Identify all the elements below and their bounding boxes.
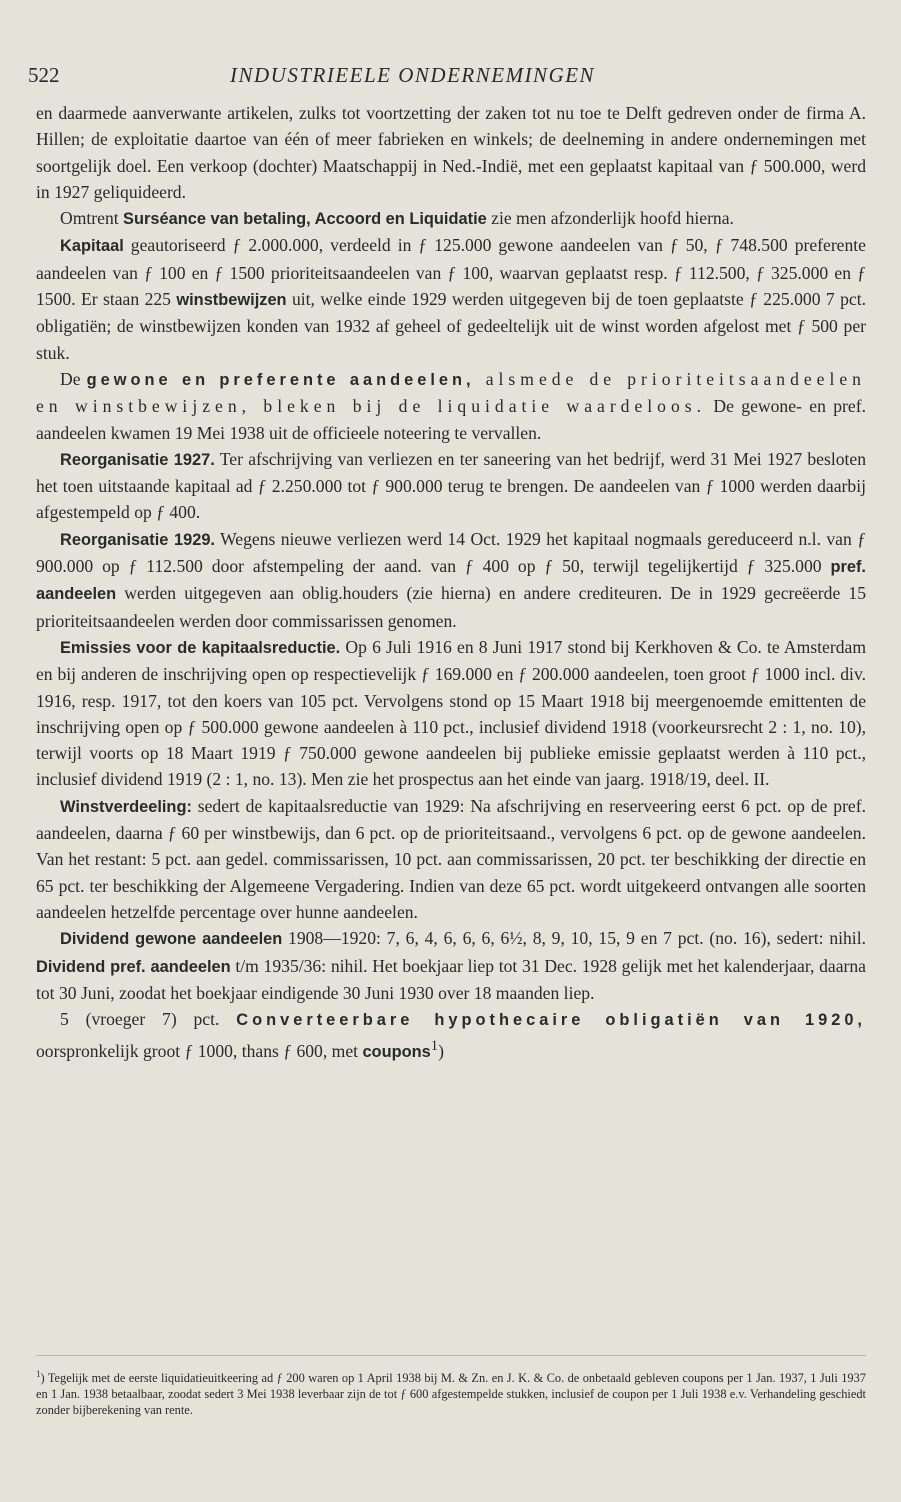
- footnote-ref: 1: [430, 1038, 439, 1055]
- page-number: 522: [28, 63, 60, 87]
- paragraph: [36, 526, 866, 634]
- paragraph: [36, 232, 866, 365]
- paragraph: [36, 446, 866, 526]
- paragraph-text: De: [60, 368, 87, 389]
- page-header: [28, 60, 873, 90]
- footnote-text: ) Tegelijk met de eerste liquidatieuitkeering ad ƒ 200 waren op 1 April 1938 bij M. & Zn. en J. K. & Co. de onbetaald gebleven coupons per 1 Jan. 1937, 1 Juli 1937 en 1 Jan. 1938 betaalbaar, zoodat sedert 3 Mei 1938 leverbaar zijn de tot ƒ 600 afgestempelde stukken, inclusief de coupon per 1 Juli 1938 e.v. Verhandeling geschiedt zonder bijberekening van rente.: [36, 1371, 866, 1418]
- spaced-bold-text: gewone en preferente aandeelen,: [86, 370, 475, 389]
- paragraph-text: 5 (vroeger 7) pct.: [60, 1009, 237, 1030]
- section-heading: Reorganisatie 1927.: [60, 450, 215, 469]
- section-heading: Surséance van betaling, Accoord en Liquidatie: [123, 210, 487, 229]
- paragraph-text: De gewone- en pref. aandeelen kwamen 19 Mei 1938 uit de officieele noteering te vervallen.: [36, 396, 866, 443]
- footnote-divider: [36, 1355, 866, 1356]
- paragraph: [36, 793, 866, 925]
- spaced-text: alsmede de prioriteitsaandeelen en winstbewijzen, bleken bij de liquidatie waardeloos.: [36, 368, 866, 417]
- paragraph-text: werden uitgegeven aan oblig.houders (zie hierna) en andere crediteuren. De in 1929 gecreëerde 15 prioriteitsaandeelen werden door commissarissen genomen.: [36, 583, 866, 631]
- section-heading: Emissies voor de kapitaalsreductie.: [60, 638, 341, 657]
- paragraph-text: Omtrent: [60, 208, 124, 229]
- paragraph: [36, 1006, 866, 1065]
- paragraph-text: Ter afschrijving van verliezen en ter saneering van het bedrijf, werd 31 Mei 1927 besloten het toen uitstaande kapitaal ad ƒ 2.250.000 tot ƒ 900.000 terug te brengen. De aandeelen van ƒ 1000 werden daarbij afgestempeld op ƒ 400.: [36, 448, 867, 523]
- paragraph-text: ): [438, 1041, 444, 1062]
- section-heading: Reorganisatie 1929.: [60, 530, 215, 549]
- body-text: [36, 100, 866, 1066]
- paragraph-text: 1908—1920: 7, 6, 4, 6, 6, 6, 6½, 8, 9, 10, 15, 9 en 7 pct. (no. 16), sedert: nihil.: [282, 928, 866, 949]
- paragraph: [36, 205, 866, 232]
- section-heading: Kapitaal: [60, 237, 124, 256]
- paragraph-text: zie men afzonderlijk hoofd hierna.: [486, 208, 734, 229]
- paragraph: [36, 366, 866, 446]
- paragraph-text: oorspronkelijk groot ƒ 1000, thans ƒ 600, met: [36, 1041, 363, 1062]
- paragraph: [36, 100, 866, 205]
- inline-bold: Dividend pref. aandeelen: [36, 957, 231, 976]
- spaced-bold-text: Converteerbare hypothecaire obligatiën van 1920,: [236, 1011, 866, 1030]
- inline-bold: winstbewijzen: [176, 291, 287, 310]
- paragraph-text: t/m 1935/36: nihil. Het boekjaar liep tot 31 Dec. 1928 gelijk met het kalenderjaar, daarna tot 30 Juni, zoodat het boekjaar eindigende 30 Juni 1930 over 18 maanden liep.: [36, 955, 866, 1003]
- inline-bold: coupons: [362, 1043, 431, 1062]
- running-title: INDUSTRIEELE ONDERNEMINGEN: [230, 63, 596, 87]
- paragraph-text: geautoriseerd ƒ 2.000.000, verdeeld in ƒ 125.000 gewone aandeelen van ƒ 50, ƒ 748.500 preferente aandeelen van ƒ 100 en ƒ 1500 prioriteitsaandeelen van ƒ 100, waarvan geplaatst resp. ƒ 112.500, ƒ 325.000 en ƒ 1500. Er staan 225: [36, 235, 866, 310]
- paragraph-text: en daarmede aanverwante artikelen, zulks tot voortzetting der zaken tot nu toe te Delft gedreven onder de firma A. Hillen; de exploitatie daartoe van één of meer fabrieken en winkels; de deelneming in andere ondernemingen met soortgelijk doel. Een verkoop (dochter) Maatschappij in Ned.-Indië, met een geplaatst kapitaal van ƒ 500.000, werd in 1927 geliquideerd.: [36, 103, 866, 202]
- footnote-marker: 1: [36, 1369, 41, 1379]
- paragraph: [36, 925, 866, 1006]
- paragraph-text: uit, welke einde 1929 werden uitgegeven bij de toen geplaatste ƒ 225.000 7 pct. obligatiën; de winstbewijzen konden van 1932 af geheel of gedeeltelijk uit de winst worden afgelost met ƒ 500 per stuk.: [36, 289, 866, 363]
- paragraph-text: Op 6 Juli 1916 en 8 Juni 1917 stond bij Kerkhoven & Co. te Amsterdam en bij anderen de inschrijving open op respectievelijk ƒ 169.000 en ƒ 200.000 aandeelen, toen groot ƒ 1000 incl. div. 1916, resp. 1917, tot den koers van 105 pct. Vervolgens stond op 15 Maart 1918 bij meergenoemde emittenten de inschrijving open op ƒ 500.000 gewone aandeelen à 110 pct., inclusief dividend 1918 (voorkeursrecht 2 : 1, no. 10), terwijl voorts op 18 Maart 1919 ƒ 750.000 gewone aandeelen bij publieke emissie geplaatst werden à 110 pct., inclusief dividend 1919 (2 : 1, no. 13). Men zie het prospectus aan het einde van jaarg. 1918/19, deel. II.: [36, 636, 867, 790]
- inline-bold: pref. aandeelen: [36, 558, 866, 604]
- paragraph-text: Wegens nieuwe verliezen werd 14 Oct. 1929 het kapitaal nogmaals gereduceerd n.l. van ƒ 900.000 op ƒ 112.500 door afstempeling der aand. van ƒ 400 op ƒ 50, terwijl tegelijkertijd ƒ 325.000: [36, 528, 866, 577]
- paragraph: [36, 634, 866, 793]
- section-heading: Dividend gewone aandeelen: [60, 930, 283, 949]
- section-heading: Winstverdeeling:: [60, 797, 192, 816]
- footnote: [36, 1366, 866, 1418]
- paragraph-text: sedert de kapitaalsreductie van 1929: Na afschrijving en reserveering eerst 6 pct. op de pref. aandeelen, daarna ƒ 60 per winstbewijs, dan 6 pct. op de prioriteitsaand., vervolgens 6 pct. op de gewone aandeelen. Van het restant: 5 pct. aan gedel. commissarissen, 10 pct. aan commissarissen, 20 pct. ter beschikking der directie en 65 pct. ter beschikking der Algemeene Vergadering. Indien van deze 65 pct. wordt uitgekeerd ontvangen alle soorten aandeelen hetzelfde percentage over hunne aandeelen.: [36, 795, 866, 922]
